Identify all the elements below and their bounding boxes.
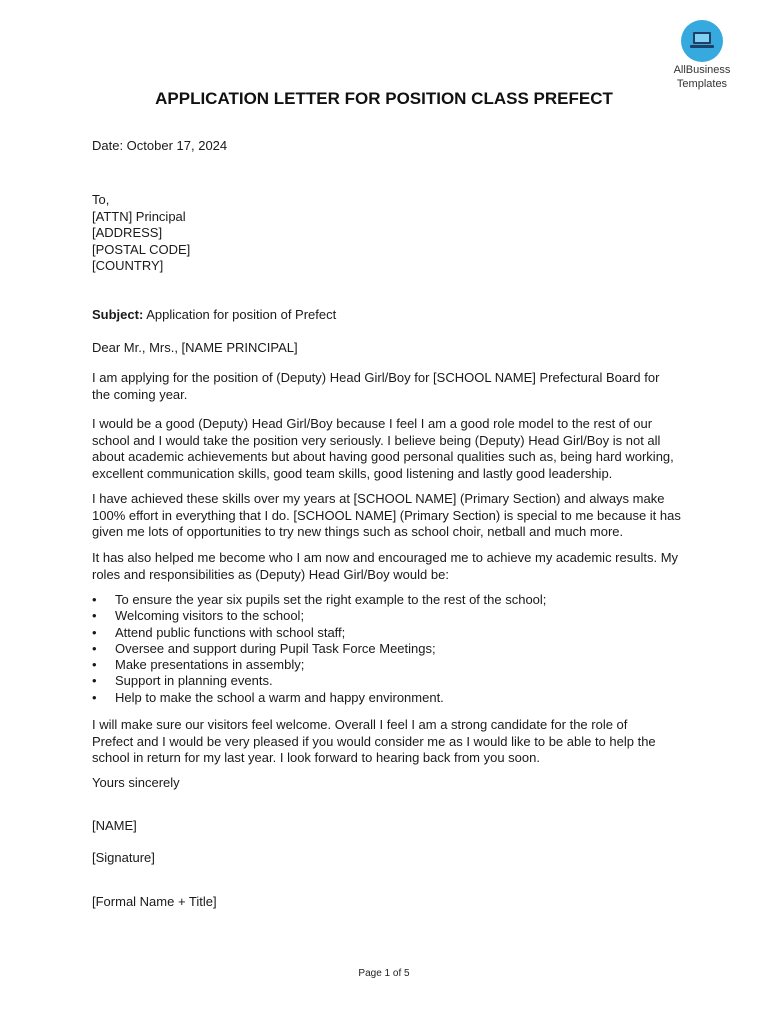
- paragraph-line: Prefect and I would be very pleased if you would consider me as I would like to be able to help the: [92, 733, 656, 749]
- address-line: [POSTAL CODE]: [92, 241, 191, 257]
- laptop-icon: [681, 20, 723, 62]
- paragraph-line: It has also helped me become who I am now and encouraged me to achieve my academic results. My: [92, 550, 679, 565]
- paragraph-line: excellent communication skills, good team skills, good listening and lastly good leadership.: [92, 465, 613, 481]
- paragraph-line: school and I would take the position very seriously. I believe being (Deputy) Head Girl/Boy is not all: [92, 432, 661, 448]
- address-line: [ATTN] Principal: [92, 208, 186, 224]
- paragraph-line: given me lots of opportunities to try new things such as school choir, netball and much more.: [92, 524, 624, 539]
- name-placeholder: [NAME]: [92, 818, 137, 833]
- logo-text-line1: AllBusiness: [673, 64, 731, 76]
- paragraph-responsibilities: [92, 550, 682, 583]
- paragraph-intro: [92, 370, 682, 403]
- signature-placeholder: [Signature]: [92, 850, 155, 865]
- document-title: APPLICATION LETTER FOR POSITION CLASS PREFECT: [155, 89, 613, 108]
- paragraph-line: the coming year.: [92, 386, 188, 402]
- paragraph-line: 100% effort in everything that I do. [SCHOOL NAME] (Primary Section) is special to me because it has: [92, 507, 681, 523]
- list-item: • Attend public functions with school staff;: [92, 624, 346, 640]
- paragraph-line: I am applying for the position of (Deputy) Head Girl/Boy for [SCHOOL NAME] Prefectural Board for: [92, 370, 660, 385]
- address-line: [ADDRESS]: [92, 225, 163, 240]
- address-line: [COUNTRY]: [92, 258, 164, 273]
- subject-label: Subject:: [92, 307, 144, 322]
- paragraph-line: roles and responsibilities as (Deputy) Head Girl/Boy would be:: [92, 566, 449, 582]
- signoff: Yours sincerely: [92, 775, 180, 790]
- subject-line: [92, 307, 682, 324]
- subject-text: Application for position of Prefect: [143, 307, 337, 322]
- list-item: • To ensure the year six pupils set the right example to the rest of the school;: [92, 592, 547, 607]
- list-item: • Oversee and support during Pupil Task Force Meetings;: [92, 640, 436, 656]
- greeting: Dear Mr., Mrs., [NAME PRINCIPAL]: [92, 340, 298, 355]
- paragraph-closing: [92, 717, 682, 767]
- list-item: • Welcoming visitors to the school;: [92, 608, 305, 624]
- formal-name-placeholder: [Formal Name + Title]: [92, 894, 217, 909]
- list-item: • Help to make the school a warm and happy environment.: [92, 689, 444, 705]
- address-line: To,: [92, 192, 110, 207]
- paragraph-skills: [92, 491, 682, 541]
- paragraph-line: I would be a good (Deputy) Head Girl/Boy because I feel I am a good role model to the rest of our: [92, 416, 653, 431]
- date-line: Date: October 17, 2024: [92, 138, 228, 153]
- list-item: • Make presentations in assembly;: [92, 657, 305, 673]
- paragraph-role-model: [92, 416, 682, 482]
- responsibilities-list: [92, 592, 682, 706]
- page-number: Page 1 of 5: [358, 968, 410, 979]
- paragraph-line: school in return for my last year. I look forward to hearing back from you soon.: [92, 750, 540, 765]
- address-block: [92, 192, 682, 275]
- list-item: • Support in planning events.: [92, 673, 273, 689]
- logo-text-line2: Templates: [676, 78, 728, 90]
- paragraph-line: I have achieved these skills over my years at [SCHOOL NAME] (Primary Section) and always make: [92, 491, 665, 506]
- paragraph-line: about academic achievements but about having good personal qualities such as, being hard working,: [92, 449, 674, 464]
- allbusiness-logo: [664, 20, 740, 90]
- paragraph-line: I will make sure our visitors feel welcome. Overall I feel I am a strong candidate for the role of: [92, 717, 628, 732]
